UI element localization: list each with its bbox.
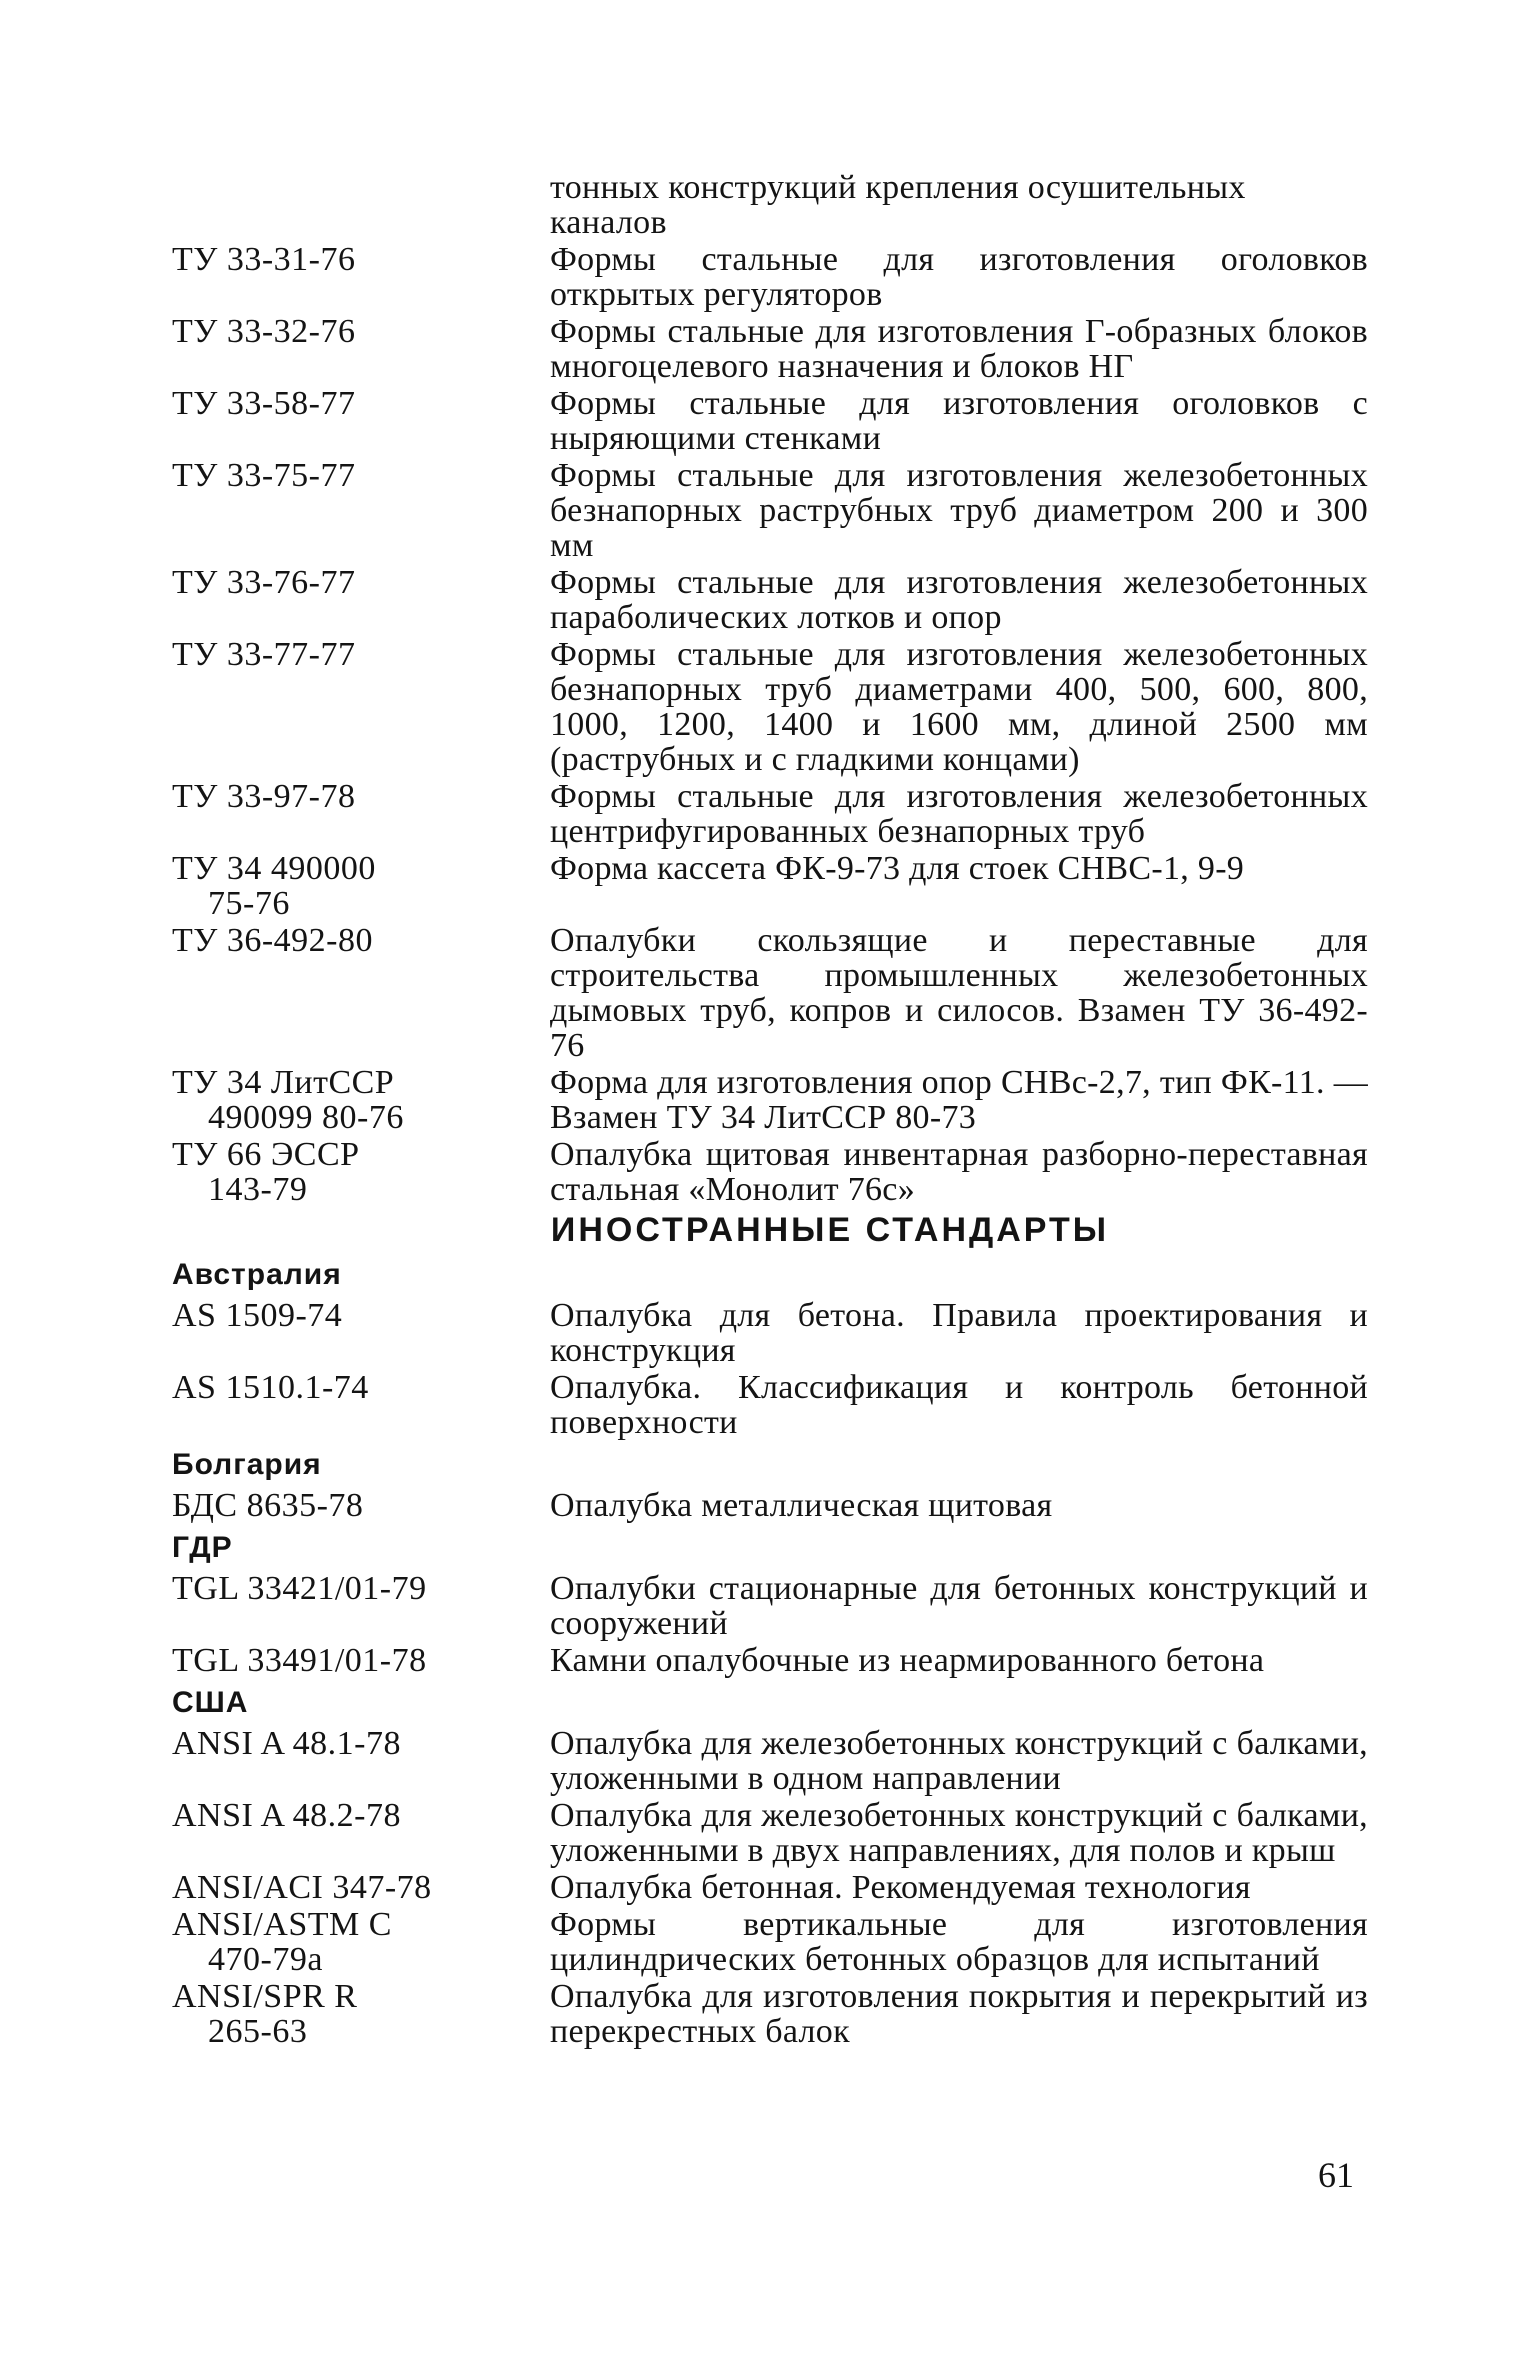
section-title-foreign-standards: ИНОСТРАННЫЕ СТАНДАРТЫ (550, 1211, 1110, 1249)
standard-code-line: ТУ 33-75-77 (172, 457, 356, 494)
standard-code-line: ТУ 34 ЛитССР (172, 1064, 395, 1101)
standard-entry (172, 779, 1368, 849)
standard-code (172, 1643, 550, 1678)
standard-description: Формы стальные для изготовления железобетонных безнапорных труб диаметрами 400, 500, 600, 800, 1000, 1200, 1400 и 1600 мм, длиной 2500 мм (раструбных и с гладкими концами) (550, 636, 1368, 778)
standard-code-line: 490099 80-76 (208, 1099, 404, 1136)
standard-description: Опалубки стационарные для бетонных конструкций и сооружений (550, 1570, 1368, 1642)
standard-code (172, 1798, 550, 1868)
standard-entry (172, 637, 1368, 777)
standard-entry (172, 458, 1368, 563)
standard-description: Опалубка для бетона. Правила проектирования и конструкция (550, 1297, 1368, 1369)
standard-description: Опалубка для железобетонных конструкций с балками, уложенными в одном направлении (550, 1725, 1368, 1797)
standard-code (172, 242, 550, 312)
standard-code (172, 1979, 550, 2049)
standard-code (172, 1065, 550, 1135)
standard-code-line: ТУ 33-31-76 (172, 241, 356, 278)
standard-code (172, 1488, 550, 1523)
standard-description: Опалубки скользящие и переставные для строительства промышленных железобетонных дымовых труб, копров и силосов. Взамен ТУ 36-492-76 (550, 922, 1368, 1064)
standard-code (172, 1370, 550, 1440)
standard-code (172, 314, 550, 384)
standard-code-line: ТУ 33-76-77 (172, 564, 356, 601)
standard-description: Форма для изготовления опор СНВс-2,7, тип ФК-11. — Взамен ТУ 34 ЛитССР 80-73 (550, 1064, 1368, 1136)
standard-description: Формы стальные для изготовления оголовков открытых регуляторов (550, 241, 1368, 313)
standard-code (172, 1726, 550, 1796)
standard-code-line: 470-79a (208, 1941, 323, 1978)
standard-code (172, 851, 550, 921)
standard-entry (172, 1488, 1368, 1523)
standard-code-line: ТУ 34 490000 (172, 850, 376, 887)
standard-description: Камни опалубочные из неармированного бетона (550, 1642, 1265, 1679)
standard-entry (172, 1643, 1368, 1678)
standard-code-line: ТУ 36-492-80 (172, 922, 373, 959)
standard-code-line: 75-76 (208, 885, 290, 922)
standard-description: Опалубка щитовая инвентарная разборно-переставная стальная «Монолит 76с» (550, 1136, 1368, 1208)
standard-entry (172, 1798, 1368, 1868)
standard-description: Формы стальные для изготовления железобетонных центрифугированных безнапорных труб (550, 778, 1368, 850)
standard-description: Формы стальные для изготовления железобетонных безнапорных раструбных труб диаметром 200 и 300 мм (550, 457, 1368, 564)
standard-code (172, 779, 550, 849)
standard-code (172, 1571, 550, 1641)
standard-entry (172, 314, 1368, 384)
standard-description: Формы стальные для изготовления Г-образных блоков многоцелевого назначения и блоков НГ (550, 313, 1368, 385)
standard-entry (172, 1726, 1368, 1796)
standard-description: Опалубка для железобетонных конструкций с балками, уложенными в двух направлениях, для полов и крыш (550, 1797, 1368, 1869)
standard-description: Опалубка бетонная. Рекомендуемая технология (550, 1869, 1251, 1906)
standard-entry (172, 1870, 1368, 1905)
standard-code-line: ANSI/ASTM C (172, 1906, 392, 1943)
standard-code-line: ТУ 33-58-77 (172, 385, 356, 422)
continuation-line: тонных конструкций крепления осушительных (550, 169, 1246, 206)
standard-entry (172, 1571, 1368, 1641)
standard-code (172, 1137, 550, 1207)
standard-code-line: TGL 33421/01-79 (172, 1570, 427, 1607)
standard-description: Формы вертикальные для изготовления цилиндрических бетонных образцов для испытаний (550, 1906, 1368, 1978)
country-heading: США (172, 1686, 249, 1719)
standard-code-line: ANSI A 48.1-78 (172, 1725, 401, 1762)
standard-description: Опалубка. Классификация и контроль бетонной поверхности (550, 1369, 1368, 1441)
standard-code (172, 1907, 550, 1977)
country-heading: Австралия (172, 1258, 342, 1291)
standard-entry (172, 923, 1368, 1063)
continuation-line: каналов (550, 204, 667, 241)
standard-code-line: ANSI/ACI 347-78 (172, 1869, 432, 1906)
standard-code-line: ANSI/SPR R (172, 1978, 358, 2015)
standard-description: Формы стальные для изготовления оголовков с ныряющими стенками (550, 385, 1368, 457)
standard-code-line: ТУ 33-32-76 (172, 313, 356, 350)
standard-code-line: ANSI A 48.2-78 (172, 1797, 401, 1834)
standard-code-line: 265-63 (208, 2013, 308, 2050)
standard-code-line: AS 1509-74 (172, 1297, 343, 1334)
standards-list (172, 170, 1368, 2051)
standard-description: Опалубка для изготовления покрытия и перекрытий из перекрестных балок (550, 1978, 1368, 2050)
standard-entry (172, 242, 1368, 312)
standard-entry (172, 1137, 1368, 1207)
standard-entry (172, 1979, 1368, 2049)
standard-code-line: 143-79 (208, 1171, 308, 1208)
continuation-entry (172, 170, 1368, 240)
country-heading: Болгария (172, 1448, 322, 1481)
standard-description: Форма кассета ФК-9-73 для стоек СНВС-1, 9-9 (550, 850, 1245, 887)
standard-code (172, 386, 550, 456)
standard-entry (172, 851, 1368, 921)
standard-entry (172, 1907, 1368, 1977)
standard-code-line: AS 1510.1-74 (172, 1369, 369, 1406)
standard-code-line: ТУ 33-97-78 (172, 778, 356, 815)
standard-code-line: ТУ 33-77-77 (172, 636, 356, 673)
standard-description: Формы стальные для изготовления железобетонных параболических лотков и опор (550, 564, 1368, 636)
standard-code-line: БДС 8635-78 (172, 1487, 364, 1524)
standard-code (172, 458, 550, 563)
standard-description: Опалубка металлическая щитовая (550, 1487, 1053, 1524)
country-heading: ГДР (172, 1531, 233, 1564)
standard-code (172, 565, 550, 635)
standard-entry (172, 386, 1368, 456)
page-number: 61 (1318, 2155, 1354, 2195)
standard-code-line: ТУ 66 ЭССР (172, 1136, 360, 1173)
standard-entry (172, 1370, 1368, 1440)
standard-code (172, 1298, 550, 1368)
standard-entry (172, 1298, 1368, 1368)
standard-entry (172, 565, 1368, 635)
standard-entry (172, 1065, 1368, 1135)
standard-code (172, 637, 550, 777)
standard-code (172, 1870, 550, 1905)
standard-code (172, 923, 550, 1063)
standard-code-line: TGL 33491/01-78 (172, 1642, 427, 1679)
